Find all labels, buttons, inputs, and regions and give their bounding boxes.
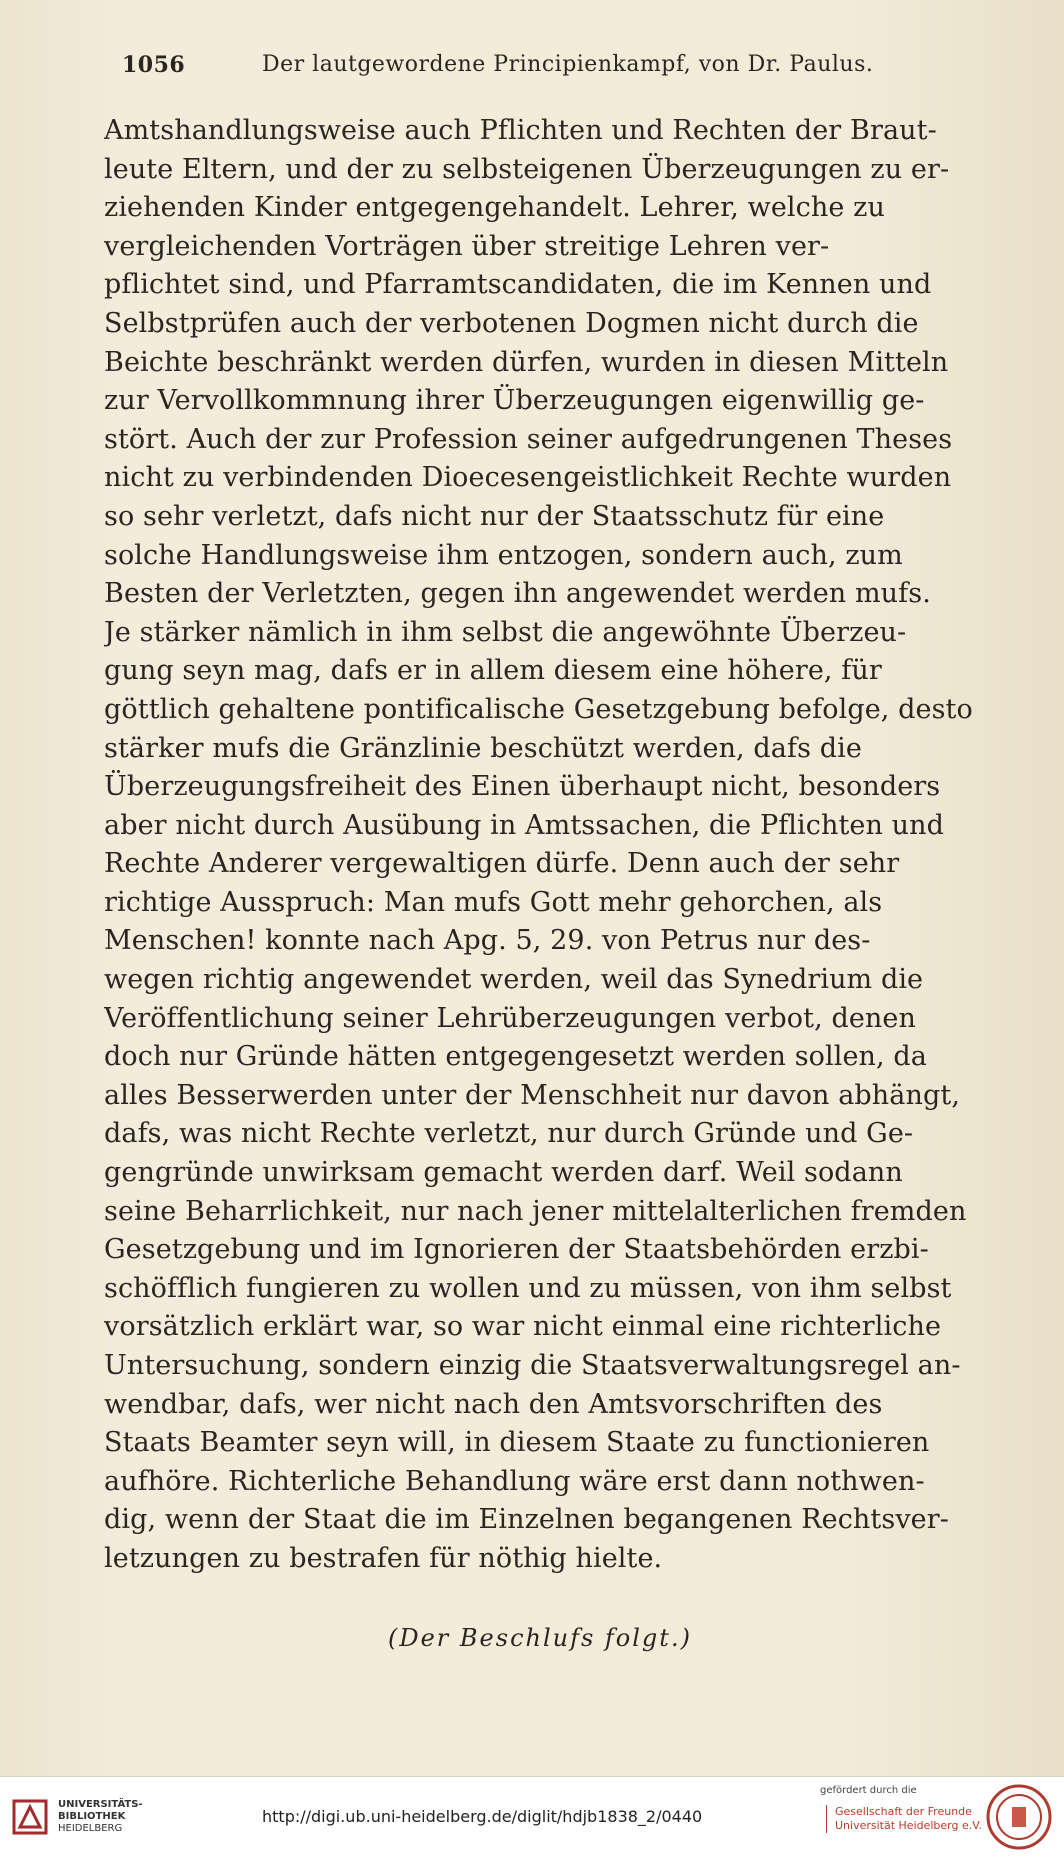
society-line: Universität Heidelberg e.V. xyxy=(835,1819,982,1832)
text-line: ziehenden Kinder entgegengehandelt. Lehrer, welche zu xyxy=(104,192,885,224)
text-line: Je stärker nämlich in ihm selbst die angewöhnte Überzeu- xyxy=(104,616,907,648)
body-text xyxy=(104,112,1042,1579)
text-line: Rechte Anderer vergewaltigen dürfe. Denn auch der sehr xyxy=(104,848,900,880)
text-line: Gesetzgebung und im Ignorieren der Staatsbehörden erzbi- xyxy=(104,1234,929,1266)
text-line: pflichtet sind, und Pfarramtscandidaten, die im Kennen und xyxy=(104,269,932,301)
text-line: aber nicht durch Ausübung in Amtssachen, die Pflichten und xyxy=(104,809,945,841)
text-line: Selbstprüfen auch der verbotenen Dogmen nicht durch die xyxy=(104,307,919,339)
library-logo-icon xyxy=(12,1799,48,1835)
permalink-url[interactable]: http://digi.ub.uni-heidelberg.de/diglit/hdjb1838_2/0440 xyxy=(262,1807,703,1826)
text-line: dafs, was nicht Rechte verletzt, nur durch Gründe und Ge- xyxy=(104,1118,914,1150)
text-line: Überzeugungsfreiheit des Einen überhaupt nicht, besonders xyxy=(104,771,941,803)
text-line: doch nur Gründe hätten entgegengesetzt werden sollen, da xyxy=(104,1041,927,1073)
text-line: Staats Beamter seyn will, in diesem Staate zu functionieren xyxy=(104,1427,930,1459)
text-line: aufhöre. Richterliche Behandlung wäre erst dann nothwen- xyxy=(104,1465,925,1497)
text-line: stärker mufs die Gränzlinie beschützt werden, dafs die xyxy=(104,732,862,764)
footer-bar xyxy=(0,1776,1064,1857)
text-line: gung seyn mag, dafs er in allem diesem eine höhere, für xyxy=(104,655,882,687)
text-line: zur Vervollkommnung ihrer Überzeugungen eigenwillig ge- xyxy=(104,385,925,417)
header-title: Der lautgewordene Principienkampf, von Dr. Paulus. xyxy=(262,52,874,77)
page-number: 1056 xyxy=(122,52,186,78)
text-line: so sehr verletzt, dafs nicht nur der Staatsschutz für eine xyxy=(104,500,885,532)
text-line: Menschen! konnte nach Apg. 5, 29. von Petrus nur des- xyxy=(104,925,871,957)
text-line: göttlich gehaltene pontificalische Gesetzgebung befolge, desto xyxy=(104,693,973,725)
running-head xyxy=(122,52,952,88)
text-line: schöfflich fungieren zu wollen und zu müssen, von ihm selbst xyxy=(104,1272,952,1304)
text-line: wegen richtig angewendet werden, weil das Synedrium die xyxy=(104,964,924,996)
text-line: alles Besserwerden unter der Menschheit nur davon abhängt, xyxy=(104,1079,960,1111)
library-line: UNIVERSITÄTS- xyxy=(58,1799,143,1810)
text-line: Besten der Verletzten, gegen ihn angewendet werden mufs. xyxy=(104,578,931,610)
text-line: seine Beharrlichkeit, nur nach jener mittelalterlichen fremden xyxy=(104,1195,967,1227)
text-line: Untersuchung, sondern einzig die Staatsverwaltungsregel an- xyxy=(104,1350,961,1381)
university-seal-icon xyxy=(985,1783,1053,1851)
text-line: nicht zu verbindenden Dioecesengeistlichkeit Rechte wurden xyxy=(104,462,952,494)
text-line: Amtshandlungsweise auch Pflichten und Rechten der Braut- xyxy=(104,115,937,146)
society-line: Gesellschaft der Freunde xyxy=(835,1805,972,1818)
text-line: letzungen zu bestrafen für nöthig hielte. xyxy=(104,1542,663,1574)
support-text: gefördert durch die xyxy=(820,1785,917,1796)
text-line: vorsätzlich erklärt war, so war nicht einmal eine richterliche xyxy=(104,1311,942,1343)
text-line: Beichte beschränkt werden dürfen, wurden in diesen Mitteln xyxy=(104,346,949,378)
library-name xyxy=(58,1799,143,1835)
text-line: leute Eltern, und der zu selbsteigenen Überzeugungen zu er- xyxy=(104,153,950,185)
text-line: Veröffentlichung seiner Lehrüberzeugungen verbot, denen xyxy=(104,1002,916,1034)
text-line: dig, wenn der Staat die im Einzelnen begangenen Rechtsver- xyxy=(104,1504,949,1536)
closing-note: (Der Beschlufs folgt.) xyxy=(388,1624,692,1652)
text-line: solche Handlungsweise ihm entzogen, sondern auch, zum xyxy=(104,539,903,571)
text-line: richtige Ausspruch: Man mufs Gott mehr gehorchen, als xyxy=(104,886,883,918)
society-name xyxy=(826,1805,982,1833)
text-line: stört. Auch der zur Profession seiner aufgedrungenen Theses xyxy=(104,423,953,455)
text-line: wendbar, dafs, wer nicht nach den Amtsvorschriften des xyxy=(104,1388,883,1420)
text-line: gengründe unwirksam gemacht werden darf. Weil sodann xyxy=(104,1157,903,1189)
library-line: BIBLIOTHEK xyxy=(58,1811,126,1822)
text-line: vergleichenden Vorträgen über streitige Lehren ver- xyxy=(104,230,830,262)
library-line: HEIDELBERG xyxy=(58,1823,123,1834)
